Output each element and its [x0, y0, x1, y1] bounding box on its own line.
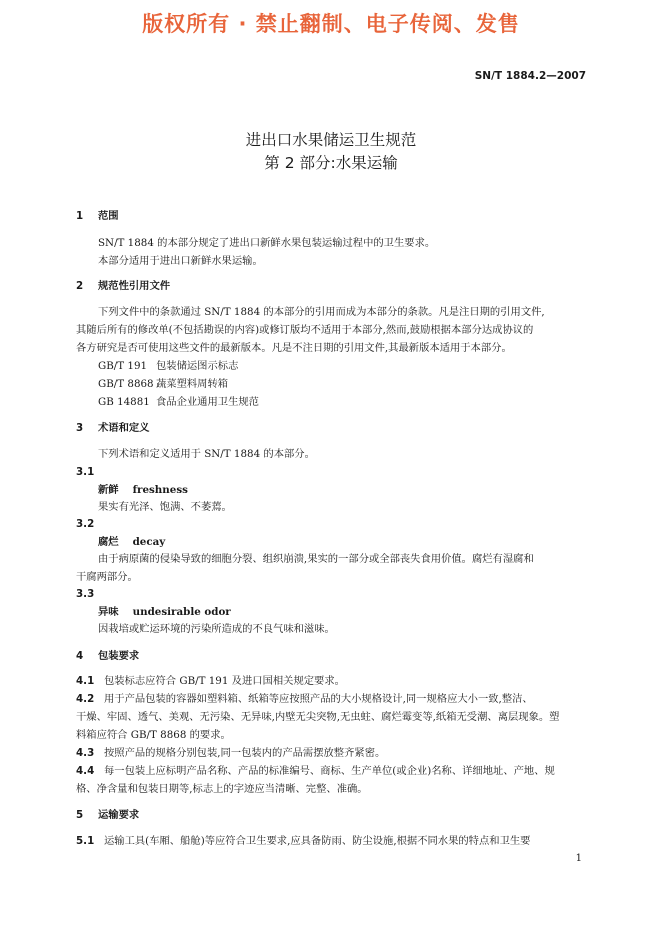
term-definition: 果实有光泽、饱满、不萎蔫。	[98, 501, 232, 513]
paragraph-line: 下列文件中的条款通过 SN/T 1884 的本部分的引用而成为本部分的条款。凡是注日期的引用文件,	[98, 306, 545, 318]
term-chinese: 腐烂	[98, 536, 119, 548]
paragraph: SN/T 1884 的本部分规定了进出口新鲜水果包装运输过程中的卫生要求。	[98, 237, 436, 249]
section-2-heading	[76, 279, 170, 293]
reference-title: 包装储运图示标志	[156, 360, 239, 372]
paragraph-line: 其随后所有的修改单(不包括勘误的内容)或修订版均不适用于本部分,然而,鼓励根据本部分达成协议的	[76, 324, 534, 336]
reference-code: GB/T 191	[98, 360, 148, 372]
section-title: 包装要求	[98, 650, 140, 662]
reference-item	[98, 359, 238, 373]
clause	[76, 764, 555, 778]
section-number: 1	[76, 210, 84, 222]
section-3-heading	[76, 421, 149, 435]
section-number: 3	[76, 422, 84, 434]
clause-number: 4.4	[76, 765, 95, 777]
paragraph-line: 各方研究是否可使用这些文件的最新版本。凡是不注日期的引用文件,其最新版本适用于本部分。	[76, 342, 512, 354]
paragraph: 本部分适用于进出口新鲜水果运输。	[98, 255, 263, 267]
section-5-heading	[76, 808, 139, 822]
term-entry	[98, 483, 188, 497]
paragraph: 下列术语和定义适用于 SN/T 1884 的本部分。	[98, 448, 315, 460]
clause	[76, 692, 533, 706]
clause-text: 用于产品包装的容器如塑料箱、纸箱等应按照产品的大小规格设计,同一规格应大小一致,整洁、	[104, 693, 533, 705]
term-entry	[98, 535, 165, 549]
section-number: 2	[76, 280, 84, 292]
section-number: 5	[76, 809, 84, 821]
section-number: 4	[76, 650, 84, 662]
reference-code: GB/T 8868	[98, 378, 154, 390]
clause-text: 干燥、牢固、透气、美观、无污染、无异味,内壁无尖突物,无虫蛀、腐烂霉变等,纸箱无受潮、离层现象。塑	[76, 711, 560, 723]
clause-number: 5.1	[76, 835, 95, 847]
clause-number: 4.3	[76, 747, 95, 759]
term-definition: 干腐两部分。	[76, 571, 138, 583]
clause-text: 包装标志应符合 GB/T 191 及进口国相关规定要求。	[104, 675, 345, 687]
clause-number: 3.3	[76, 588, 95, 600]
term-chinese: 异味	[98, 606, 119, 618]
clause	[76, 746, 385, 760]
section-title: 术语和定义	[98, 422, 150, 434]
term-english: decay	[132, 536, 166, 548]
clause-text: 运输工具(车厢、船舱)等应符合卫生要求,应具备防雨、防尘设施,根据不同水果的特点和卫生要	[104, 835, 531, 847]
document-number: SN/T 1884.2—2007	[474, 70, 586, 82]
reference-code: GB 14881	[98, 396, 150, 408]
watermark: 版权所有 · 禁止翻制、电子传阅、发售	[142, 12, 520, 36]
clause-text: 格、净含量和包装日期等,标志上的字迹应当清晰、完整、准确。	[76, 783, 368, 795]
reference-item	[98, 377, 228, 391]
clause	[76, 674, 345, 688]
section-title: 规范性引用文件	[98, 280, 171, 292]
document-subtitle: 第 2 部分:水果运输	[264, 154, 398, 172]
clause-number: 4.2	[76, 693, 95, 705]
term-entry	[98, 605, 231, 619]
clause-number: 4.1	[76, 675, 95, 687]
reference-item	[98, 395, 259, 409]
section-4-heading	[76, 649, 139, 663]
clause-number: 3.2	[76, 518, 95, 530]
term-english: undesirable odor	[132, 606, 231, 618]
term-chinese: 新鲜	[98, 484, 119, 496]
page-number: 1	[575, 853, 582, 864]
clause	[76, 834, 530, 848]
document-title: 进出口水果储运卫生规范	[245, 131, 417, 149]
section-title: 运输要求	[98, 809, 140, 821]
term-english: freshness	[132, 484, 188, 496]
term-definition: 由于病原菌的侵染导致的细胞分裂、组织崩溃,果实的一部分或全部丧失食用价值。腐烂有湿腐和	[98, 553, 534, 565]
reference-title: 蔬菜塑料周转箱	[156, 378, 229, 390]
clause-text: 按照产品的规格分别包装,同一包装内的产品需摆放整齐紧密。	[104, 747, 386, 759]
clause-text: 料箱应符合 GB/T 8868 的要求。	[76, 729, 231, 741]
reference-title: 食品企业通用卫生规范	[156, 396, 259, 408]
term-definition: 因栽培或贮运环境的污染所造成的不良气味和滋味。	[98, 623, 335, 635]
section-title: 范围	[98, 210, 119, 222]
section-1-heading	[76, 209, 119, 223]
clause-number: 3.1	[76, 466, 95, 478]
clause-text: 每一包装上应标明产品名称、产品的标准编号、商标、生产单位(或企业)名称、详细地址、产地、规	[104, 765, 555, 777]
